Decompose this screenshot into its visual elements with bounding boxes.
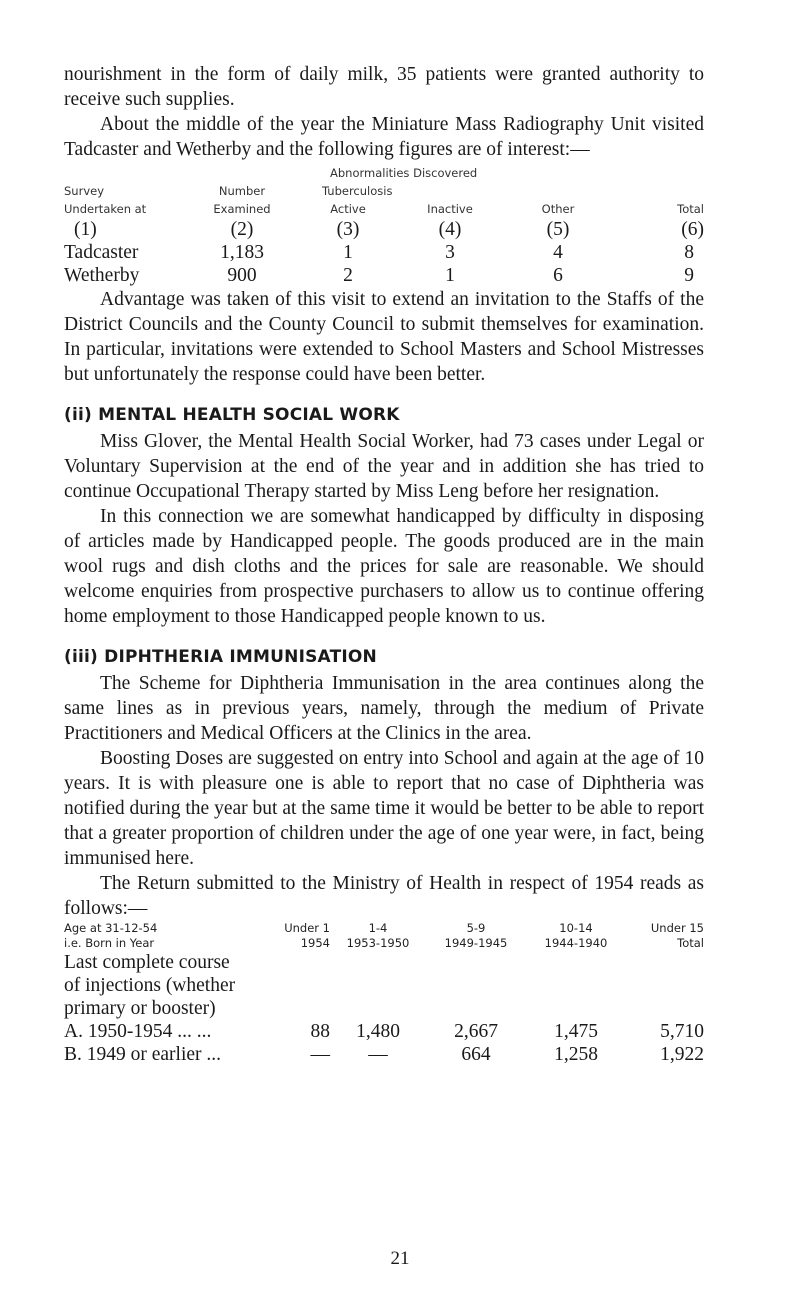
under1-header: Under 1 xyxy=(284,921,330,935)
value-cell: 88 xyxy=(310,1021,330,1042)
other-header: Other xyxy=(541,202,575,216)
year-1949-1945-header: 1949-1945 xyxy=(444,936,508,950)
value-cell: 2,667 xyxy=(454,1021,498,1042)
immunisation-table xyxy=(64,921,704,1066)
paragraph-glover: Miss Glover, the Mental Health Social Worker, had 73 cases under Legal or Voluntary Supervision at the end of the year and in addition she has tried to continue Occupational Therapy started by Miss Leng before her resignation. xyxy=(64,431,704,502)
page-number: 21 xyxy=(390,1248,410,1269)
section-heading-diphtheria: (iii) DIPHTHERIA IMMUNISATION xyxy=(64,647,377,667)
col-number: (4) xyxy=(438,219,462,240)
number-header-2: Examined xyxy=(213,202,271,216)
active-header: Active xyxy=(330,202,366,216)
value-cell: 1,922 xyxy=(660,1044,704,1065)
total-header: Total xyxy=(677,936,704,950)
row-label: B. 1949 or earlier ... xyxy=(64,1044,222,1065)
active-cell: 2 xyxy=(343,265,353,286)
paragraph-advantage: Advantage was taken of this visit to extend an invitation to the Staffs of the District Councils and the County Council to submit themselves for examination. In particular, invitations were extended to School Masters and School Mistresses but unfortunately the response could have been better. xyxy=(64,289,704,385)
paragraph-milk: nourishment in the form of daily milk, 35 patients were granted authority to receive such supplies. xyxy=(64,64,704,110)
table-row xyxy=(64,1020,704,1043)
number-header-1: Number xyxy=(218,184,266,198)
inactive-header: Inactive xyxy=(427,202,473,216)
table-row xyxy=(64,241,704,264)
paragraph-handicapped: In this connection we are somewhat handicapped by difficulty in disposing of articles made by Handicapped people. The goods produced are in the main wool rugs and dish cloths and the prices for sale are reasonable. We should welcome enquiries from prospective purchasers to allow us to continue offering home employment to those Handicapped people known to us. xyxy=(64,506,704,627)
under15-header: Under 15 xyxy=(650,921,704,935)
col-number: (6) xyxy=(681,219,704,240)
survey-header-1: Survey xyxy=(64,184,105,198)
place-cell: Wetherby xyxy=(64,265,140,286)
total-header: Total xyxy=(677,202,704,216)
value-cell: — xyxy=(310,1044,330,1065)
col-number: (5) xyxy=(546,219,570,240)
age-10-14-header: 10-14 xyxy=(559,921,593,935)
course-label-line: of injections (whether xyxy=(64,975,236,996)
year-1944-1940-header: 1944-1940 xyxy=(544,936,608,950)
value-cell: — xyxy=(368,1044,388,1065)
table-row xyxy=(64,1043,704,1066)
table-row xyxy=(64,264,704,287)
age-1-4-header: 1-4 xyxy=(368,921,388,935)
value-cell: 1,480 xyxy=(356,1021,400,1042)
total-cell: 8 xyxy=(684,242,694,263)
course-label-line: primary or booster) xyxy=(64,998,216,1019)
paragraph-radiography-intro: About the middle of the year the Miniature Mass Radiography Unit visited Tadcaster and Wetherby and the following figures are of interest:— xyxy=(64,114,704,160)
inactive-cell: 3 xyxy=(445,242,455,263)
col-number: (1) xyxy=(74,219,97,240)
value-cell: 5,710 xyxy=(660,1021,704,1042)
col-number: (2) xyxy=(230,219,254,240)
document-page xyxy=(64,62,704,1066)
course-label-line: Last complete course xyxy=(64,952,230,973)
age-5-9-header: 5-9 xyxy=(466,921,486,935)
radiography-table xyxy=(64,164,704,287)
paragraph-scheme: The Scheme for Diphtheria Immunisation in the area continues along the same lines as in previous years, namely, through the medium of Private Practitioners and Medical Officers at the Clinics in the area. xyxy=(64,673,704,744)
value-cell: 664 xyxy=(461,1044,491,1065)
survey-header-2: Undertaken at xyxy=(64,202,147,216)
place-cell: Tadcaster xyxy=(64,242,139,263)
row-label: A. 1950-1954 ... ... xyxy=(64,1021,212,1042)
examined-cell: 1,183 xyxy=(220,242,264,263)
inactive-cell: 1 xyxy=(445,265,455,286)
tuberculosis-header: Tuberculosis xyxy=(322,184,393,198)
examined-cell: 900 xyxy=(227,265,257,286)
section-heading-mental-health: (ii) MENTAL HEALTH SOCIAL WORK xyxy=(64,405,400,425)
year-1953-1950-header: 1953-1950 xyxy=(346,936,410,950)
total-cell: 9 xyxy=(684,265,694,286)
other-cell: 4 xyxy=(553,242,563,263)
abnormalities-header: Abnormalities Discovered xyxy=(330,166,478,180)
paragraph-boosting: Boosting Doses are suggested on entry into School and again at the age of 10 years. It is with pleasure one is able to report that no case of Diphtheria was notified during the year but at the same time it would be better to be able to report that a greater proportion of children under the age of one year were, in fact, being immunised here. xyxy=(64,748,704,869)
other-cell: 6 xyxy=(553,265,563,286)
year-1954-header: 1954 xyxy=(300,936,330,950)
paragraph-return: The Return submitted to the Ministry of Health in respect of 1954 reads as follows:— xyxy=(64,873,704,919)
born-header: i.e. Born in Year xyxy=(64,936,155,950)
active-cell: 1 xyxy=(343,242,353,263)
age-header: Age at 31-12-54 xyxy=(64,921,158,935)
value-cell: 1,258 xyxy=(554,1044,598,1065)
value-cell: 1,475 xyxy=(554,1021,598,1042)
col-number: (3) xyxy=(336,219,360,240)
